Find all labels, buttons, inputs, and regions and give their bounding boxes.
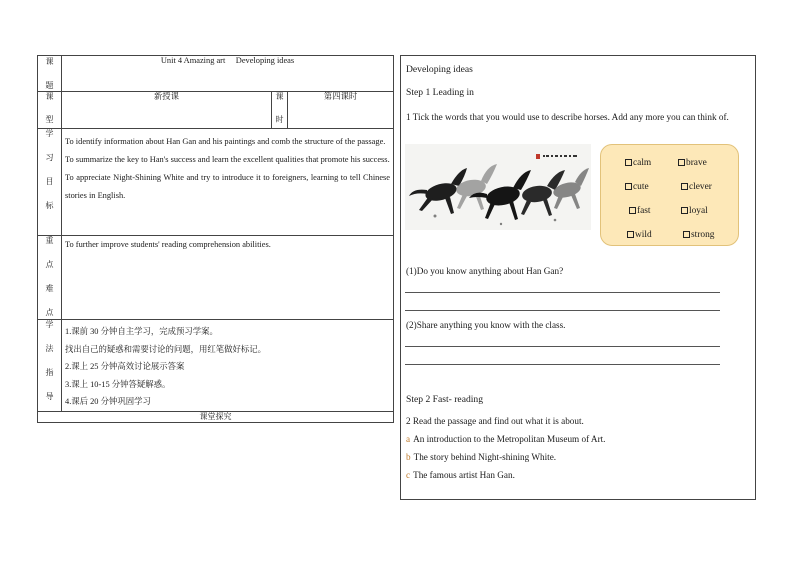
learning-goals (62, 129, 394, 236)
word-option[interactable]: clever (681, 182, 712, 192)
row-methods (38, 320, 394, 412)
label-goals: 学 习 目 标 (38, 129, 62, 236)
word-choice-box (600, 144, 739, 246)
task1-instruction: 1 Tick the words that you would use to describe horses. Add any more you can think of. (406, 112, 729, 122)
study-methods (62, 320, 394, 412)
lesson-period: 第四课时 (288, 92, 394, 129)
word-option[interactable]: cute (625, 182, 649, 192)
label-type: 课 型 (38, 92, 62, 129)
answer-option-c[interactable]: c The famous artist Han Gan. (406, 470, 515, 480)
horse-ink-painting (405, 144, 591, 230)
method-item: 1.课前 30 分钟自主学习，完成预习学案。 (65, 327, 218, 336)
checkbox-icon[interactable] (681, 207, 688, 214)
label-methods: 学 法 指 导 (38, 320, 62, 412)
method-item: 3.课上 10-15 分钟答疑解惑。 (65, 379, 171, 389)
label-period: 课 时 (272, 92, 288, 129)
lesson-plan-table (37, 55, 394, 423)
word-option[interactable]: brave (678, 158, 707, 168)
horse-painting-icon (405, 144, 591, 230)
step1-title: Step 1 Leading in (406, 87, 474, 98)
word-option[interactable]: loyal (681, 206, 708, 216)
goal-item: To appreciate Night-Shining White and try to introduce it to foreigners, learning to tell Chinese stories in English. (65, 173, 391, 200)
word-option[interactable]: fast (629, 206, 651, 216)
task2-instruction: 2 Read the passage and find out what it is about. (406, 416, 584, 426)
answer-line[interactable] (405, 346, 720, 347)
row-goals (38, 129, 394, 236)
worksheet-panel (400, 55, 756, 500)
answer-option-a[interactable]: a An introduction to the Metropolitan Museum of Art. (406, 434, 606, 444)
answer-line[interactable] (405, 310, 720, 311)
lesson-type: 新授课 (62, 92, 272, 129)
section-title: Developing ideas (406, 64, 473, 75)
checkbox-icon[interactable] (625, 159, 632, 166)
label-key-points: 重 点 难 点 (38, 236, 62, 320)
method-item: 4.课后 20 分钟巩固学习 (65, 397, 151, 406)
checkbox-icon[interactable] (681, 183, 688, 190)
checkbox-icon[interactable] (678, 159, 685, 166)
row-footer (38, 411, 394, 422)
question-2: (2)Share anything you know with the class. (406, 320, 566, 330)
label-title: 课 题 (38, 56, 62, 92)
row-title (38, 56, 394, 92)
answer-line[interactable] (405, 364, 720, 365)
word-option[interactable]: strong (683, 230, 714, 240)
checkbox-icon[interactable] (629, 207, 636, 214)
method-item: 找出自己的疑惑和需要讨论的问题，用红笔做好标记。 (65, 344, 266, 354)
answer-line[interactable] (405, 292, 720, 293)
lesson-title: Unit 4 Amazing art Developing ideas (62, 56, 394, 92)
question-1: (1)Do you know anything about Han Gan? (406, 266, 564, 276)
goal-item: To identify information about Han Gan and his paintings and comb the structure of the passage. (65, 137, 386, 146)
checkbox-icon[interactable] (683, 231, 690, 238)
answer-option-b[interactable]: b The story behind Night-shining White. (406, 452, 557, 462)
checkbox-icon[interactable] (627, 231, 634, 238)
method-item: 2.课上 25 分钟高效讨论展示答案 (65, 362, 185, 371)
row-type (38, 92, 394, 129)
key-points: To further improve students' reading comprehension abilities. (62, 236, 394, 320)
goal-item: To summarize the key to Han's success and learn the excellent qualities that promote his success. (65, 155, 390, 164)
checkbox-icon[interactable] (625, 183, 632, 190)
step2-title: Step 2 Fast- reading (406, 394, 484, 405)
table-footer: 课堂探究 (38, 411, 394, 422)
word-option[interactable]: calm (625, 158, 651, 168)
row-key-points (38, 236, 394, 320)
word-option[interactable]: wild (627, 230, 652, 240)
